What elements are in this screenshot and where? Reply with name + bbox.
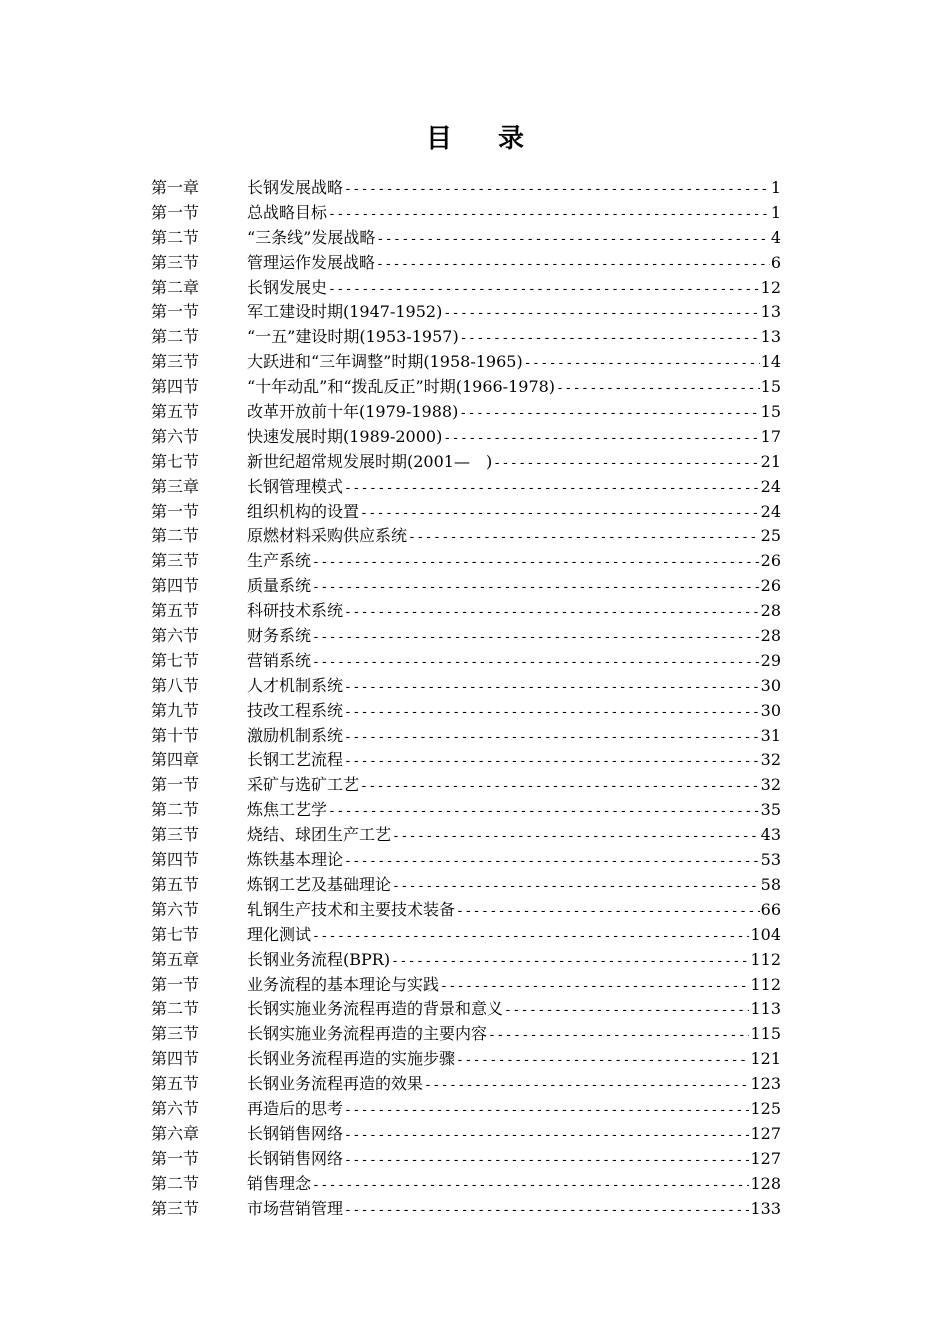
dash-leader — [344, 726, 760, 751]
toc-entry-page: 35 — [760, 800, 781, 820]
toc-entry-number: 第九节 — [151, 700, 200, 720]
toc-entry-number: 第四章 — [151, 750, 200, 770]
toc-entry-page: 6 — [770, 252, 781, 272]
toc-entry-title: 大跃进和“三年调整”时期(1958-1965) — [247, 352, 523, 372]
toc-entry-number: 第一节 — [151, 501, 200, 521]
toc-entry-title: 财务系统 — [247, 626, 312, 646]
toc-entry-title: “三条线”发展战略 — [247, 227, 376, 247]
toc-entry-page: 24 — [760, 476, 781, 496]
dash-leader — [460, 327, 760, 352]
toc-entry-title: “一五”建设时期(1953-1957) — [247, 327, 459, 347]
toc-entry[interactable] — [151, 549, 781, 574]
toc-entry-number: 第五节 — [151, 874, 200, 894]
toc-entry-number: 第三节 — [151, 551, 200, 571]
toc-entry-number: 第六章 — [151, 1123, 200, 1143]
toc-entry-title: 长钢业务流程再造的效果 — [247, 1074, 424, 1094]
toc-entry[interactable] — [151, 350, 781, 375]
toc-entry[interactable] — [151, 948, 781, 973]
toc-entry-number: 第二节 — [151, 327, 200, 347]
toc-entry[interactable] — [151, 400, 781, 425]
toc-entry-title: 业务流程的基本理论与实践 — [247, 974, 440, 994]
dash-leader — [344, 601, 760, 626]
toc-entry-page: 28 — [760, 601, 781, 621]
toc-entry-title: 长钢发展战略 — [247, 178, 344, 197]
toc-entry-number: 第八节 — [151, 675, 200, 695]
toc-entry-page: 133 — [750, 1198, 781, 1218]
toc-entry[interactable] — [151, 524, 781, 549]
toc-entry-page: 4 — [770, 227, 781, 247]
toc-entry[interactable] — [151, 724, 781, 749]
toc-entry-page: 15 — [760, 402, 781, 422]
dash-leader — [344, 178, 770, 203]
toc-entry-number: 第三节 — [151, 1198, 200, 1218]
toc-entry[interactable] — [151, 300, 781, 325]
toc-entry-number: 第三节 — [151, 252, 200, 272]
toc-entry-page: 115 — [750, 1024, 781, 1044]
toc-entry-number: 第一节 — [151, 775, 200, 795]
toc-entry-title: 长钢实施业务流程再造的主要内容 — [247, 1024, 488, 1044]
toc-entry-number: 第二节 — [151, 999, 200, 1019]
toc-entry-number: 第六节 — [151, 626, 200, 646]
dash-leader — [408, 526, 760, 551]
dash-leader — [344, 676, 760, 701]
toc-entry-number: 第三章 — [151, 476, 200, 496]
toc-entry-page: 125 — [750, 1098, 781, 1118]
toc-entry-number: 第五节 — [151, 601, 200, 621]
toc-entry[interactable] — [151, 1022, 781, 1047]
dash-leader — [312, 1174, 749, 1199]
toc-entry[interactable] — [151, 798, 781, 823]
toc-entry-number: 第七节 — [151, 650, 200, 670]
toc-entry-page: 26 — [760, 576, 781, 596]
dash-leader — [424, 1074, 749, 1099]
toc-entry-title: 原燃材料采购供应系统 — [247, 526, 408, 546]
toc-entry[interactable] — [151, 773, 781, 798]
toc-entry[interactable] — [151, 973, 781, 998]
toc-entry-page: 24 — [760, 501, 781, 521]
dash-leader — [376, 228, 769, 253]
toc-entry[interactable] — [151, 898, 781, 923]
toc-entry[interactable] — [151, 1047, 781, 1072]
toc-entry-number: 第一节 — [151, 302, 200, 322]
dash-leader — [312, 651, 760, 676]
toc-entry-title: 生产系统 — [247, 551, 312, 571]
toc-entry[interactable] — [151, 251, 781, 276]
toc-entry-number: 第六节 — [151, 1098, 200, 1118]
dash-leader — [344, 1199, 749, 1224]
toc-entry[interactable] — [151, 923, 781, 948]
toc-entry-title: 长钢销售网络 — [247, 1148, 344, 1168]
toc-entry-page: 26 — [760, 551, 781, 571]
dash-leader — [328, 203, 770, 228]
toc-entry-title: 管理运作发展战略 — [247, 252, 376, 272]
toc-entry-page: 1 — [770, 202, 781, 222]
toc-entry-page: 32 — [760, 775, 781, 795]
toc-entry-title: 采矿与选矿工艺 — [247, 775, 360, 795]
toc-entry-title: 炼铁基本理论 — [247, 850, 344, 870]
dash-leader — [456, 900, 760, 925]
toc-entry-page: 127 — [750, 1148, 781, 1168]
toc-entry-title: 科研技术系统 — [247, 601, 344, 621]
toc-entry-title: 长钢管理模式 — [247, 476, 344, 496]
dash-leader — [556, 377, 760, 402]
toc-entry-number: 第五节 — [151, 402, 200, 422]
toc-entry[interactable] — [151, 599, 781, 624]
dash-leader — [360, 502, 760, 527]
toc-entry[interactable] — [151, 699, 781, 724]
dash-leader — [443, 302, 759, 327]
toc-entry-title: 营销系统 — [247, 650, 312, 670]
toc-entry-page: 21 — [760, 451, 781, 471]
dash-leader — [312, 925, 749, 950]
toc-entry-number: 第六节 — [151, 899, 200, 919]
dash-leader — [312, 576, 760, 601]
toc-entry-title: 长钢销售网络 — [247, 1123, 344, 1143]
dash-leader — [456, 1049, 749, 1074]
toc-entry-title: “十年动乱”和“拨乱反正”时期(1966-1978) — [247, 377, 556, 397]
dash-leader — [312, 626, 760, 651]
toc-entry[interactable] — [151, 624, 781, 649]
dash-leader — [524, 352, 760, 377]
toc-entry[interactable] — [151, 848, 781, 873]
dash-leader — [443, 427, 759, 452]
toc-entry-page: 25 — [760, 526, 781, 546]
toc-entry-number: 第四节 — [151, 377, 200, 397]
toc-entry-title: 质量系统 — [247, 576, 312, 596]
toc-entry-title: 长钢业务流程(BPR) — [247, 949, 391, 969]
toc-entry-number: 第二节 — [151, 227, 200, 247]
toc-entry[interactable] — [151, 823, 781, 848]
toc-entry-page: 13 — [760, 302, 781, 322]
toc-entry-title: 再造后的思考 — [247, 1098, 344, 1118]
toc-entry[interactable] — [151, 649, 781, 674]
toc-entry-number: 第二章 — [151, 277, 200, 297]
toc-entry[interactable] — [151, 201, 781, 226]
dash-leader — [493, 452, 759, 477]
table-of-contents — [151, 176, 781, 1221]
toc-entry[interactable] — [151, 226, 781, 251]
toc-entry-title: 市场营销管理 — [247, 1198, 344, 1218]
toc-entry-number: 第一节 — [151, 974, 200, 994]
dash-leader — [344, 850, 760, 875]
toc-entry-title: 销售理念 — [247, 1173, 312, 1193]
toc-entry-number: 第四节 — [151, 850, 200, 870]
toc-entry-number: 第三节 — [151, 825, 200, 845]
toc-entry-title: 军工建设时期(1947-1952) — [247, 302, 443, 322]
toc-entry[interactable] — [151, 500, 781, 525]
dash-leader — [328, 800, 760, 825]
toc-entry-page: 128 — [750, 1173, 781, 1193]
toc-entry[interactable] — [151, 1072, 781, 1097]
toc-entry[interactable] — [151, 873, 781, 898]
toc-entry-title: 技改工程系统 — [247, 700, 344, 720]
title-char-1: 目 — [425, 124, 452, 154]
toc-entry-number: 第六节 — [151, 426, 200, 446]
toc-entry-number: 第二节 — [151, 1173, 200, 1193]
toc-entry-page: 13 — [760, 327, 781, 347]
dash-leader — [360, 775, 760, 800]
toc-entry-title: 长钢实施业务流程再造的背景和意义 — [247, 999, 504, 1019]
toc-entry-number: 第四节 — [151, 1049, 200, 1069]
dash-leader — [376, 253, 770, 278]
toc-entry-page: 58 — [760, 874, 781, 894]
toc-entry-number: 第五章 — [151, 949, 200, 969]
toc-entry[interactable] — [151, 997, 781, 1022]
toc-entry-page: 17 — [760, 426, 781, 446]
toc-entry-title: 改革开放前十年(1979-1988) — [247, 402, 459, 422]
toc-entry-number: 第七节 — [151, 451, 200, 471]
toc-entry[interactable] — [151, 325, 781, 350]
toc-entry[interactable] — [151, 1122, 781, 1147]
dash-leader — [344, 1124, 749, 1149]
toc-entry-page: 43 — [760, 825, 781, 845]
toc-entry-title: 总战略目标 — [247, 202, 328, 222]
toc-entry[interactable] — [151, 276, 781, 301]
toc-entry-page: 112 — [750, 949, 781, 969]
dash-leader — [344, 750, 760, 775]
toc-entry-page: 1 — [770, 178, 781, 197]
toc-entry-title: 轧钢生产技术和主要技术装备 — [247, 899, 456, 919]
dash-leader — [391, 950, 749, 975]
toc-entry-page: 121 — [750, 1049, 781, 1069]
toc-entry[interactable] — [151, 1172, 781, 1197]
toc-entry-title: 组织机构的设置 — [247, 501, 360, 521]
toc-entry-number: 第二节 — [151, 800, 200, 820]
dash-leader — [440, 975, 749, 1000]
toc-entry-title: 人才机制系统 — [247, 675, 344, 695]
toc-entry-title: 烧结、球团生产工艺 — [247, 825, 392, 845]
toc-entry[interactable] — [151, 748, 781, 773]
dash-leader — [344, 701, 760, 726]
toc-entry-number: 第一节 — [151, 202, 200, 222]
toc-entry-page: 30 — [760, 700, 781, 720]
toc-entry-page: 104 — [750, 924, 781, 944]
toc-entry[interactable] — [151, 1147, 781, 1172]
toc-entry-title: 新世纪超常规发展时期(2001— ) — [247, 451, 493, 471]
toc-entry-number: 第二节 — [151, 526, 200, 546]
toc-entry-page: 66 — [760, 899, 781, 919]
toc-entry[interactable] — [151, 176, 781, 201]
dash-leader — [312, 551, 760, 576]
toc-entry-title: 长钢发展史 — [247, 277, 328, 297]
toc-entry-number: 第三节 — [151, 352, 200, 372]
dash-leader — [344, 477, 760, 502]
dash-leader — [344, 1149, 749, 1174]
toc-entry-number: 第三节 — [151, 1024, 200, 1044]
toc-entry[interactable] — [151, 1197, 781, 1222]
toc-entry-number: 第七节 — [151, 924, 200, 944]
dash-leader — [504, 999, 749, 1024]
toc-entry[interactable] — [151, 475, 781, 500]
toc-entry-title: 炼钢工艺及基础理论 — [247, 874, 392, 894]
dash-leader — [459, 402, 759, 427]
toc-entry-page: 31 — [760, 725, 781, 745]
toc-entry-page: 12 — [760, 277, 781, 297]
dash-leader — [392, 875, 760, 900]
toc-entry-page: 127 — [750, 1123, 781, 1143]
toc-entry-page: 123 — [750, 1074, 781, 1094]
toc-entry[interactable] — [151, 1097, 781, 1122]
toc-entry-number: 第十节 — [151, 725, 200, 745]
page-title — [0, 118, 950, 155]
toc-entry[interactable] — [151, 425, 781, 450]
toc-entry-page: 112 — [750, 974, 781, 994]
toc-entry-number: 第一节 — [151, 1148, 200, 1168]
toc-entry-title: 长钢工艺流程 — [247, 750, 344, 770]
dash-leader — [344, 1099, 749, 1124]
dash-leader — [328, 278, 760, 303]
toc-entry-number: 第五节 — [151, 1074, 200, 1094]
toc-entry-title: 炼焦工艺学 — [247, 800, 328, 820]
toc-entry-page: 29 — [760, 650, 781, 670]
toc-entry-title: 长钢业务流程再造的实施步骤 — [247, 1049, 456, 1069]
toc-entry[interactable] — [151, 450, 781, 475]
toc-entry[interactable] — [151, 375, 781, 400]
toc-entry-number: 第一章 — [151, 178, 200, 197]
toc-entry-page: 15 — [760, 377, 781, 397]
toc-entry-page: 28 — [760, 626, 781, 646]
dash-leader — [488, 1024, 749, 1049]
toc-entry[interactable] — [151, 674, 781, 699]
title-char-2: 录 — [498, 124, 525, 154]
toc-entry-page: 113 — [750, 999, 781, 1019]
toc-entry[interactable] — [151, 574, 781, 599]
toc-entry-title: 理化测试 — [247, 924, 312, 944]
toc-entry-number: 第四节 — [151, 576, 200, 596]
toc-entry-page: 53 — [760, 850, 781, 870]
toc-entry-page: 14 — [760, 352, 781, 372]
dash-leader — [392, 825, 760, 850]
toc-entry-title: 快速发展时期(1989-2000) — [247, 426, 443, 446]
toc-entry-page: 30 — [760, 675, 781, 695]
toc-entry-title: 激励机制系统 — [247, 725, 344, 745]
toc-entry-page: 32 — [760, 750, 781, 770]
